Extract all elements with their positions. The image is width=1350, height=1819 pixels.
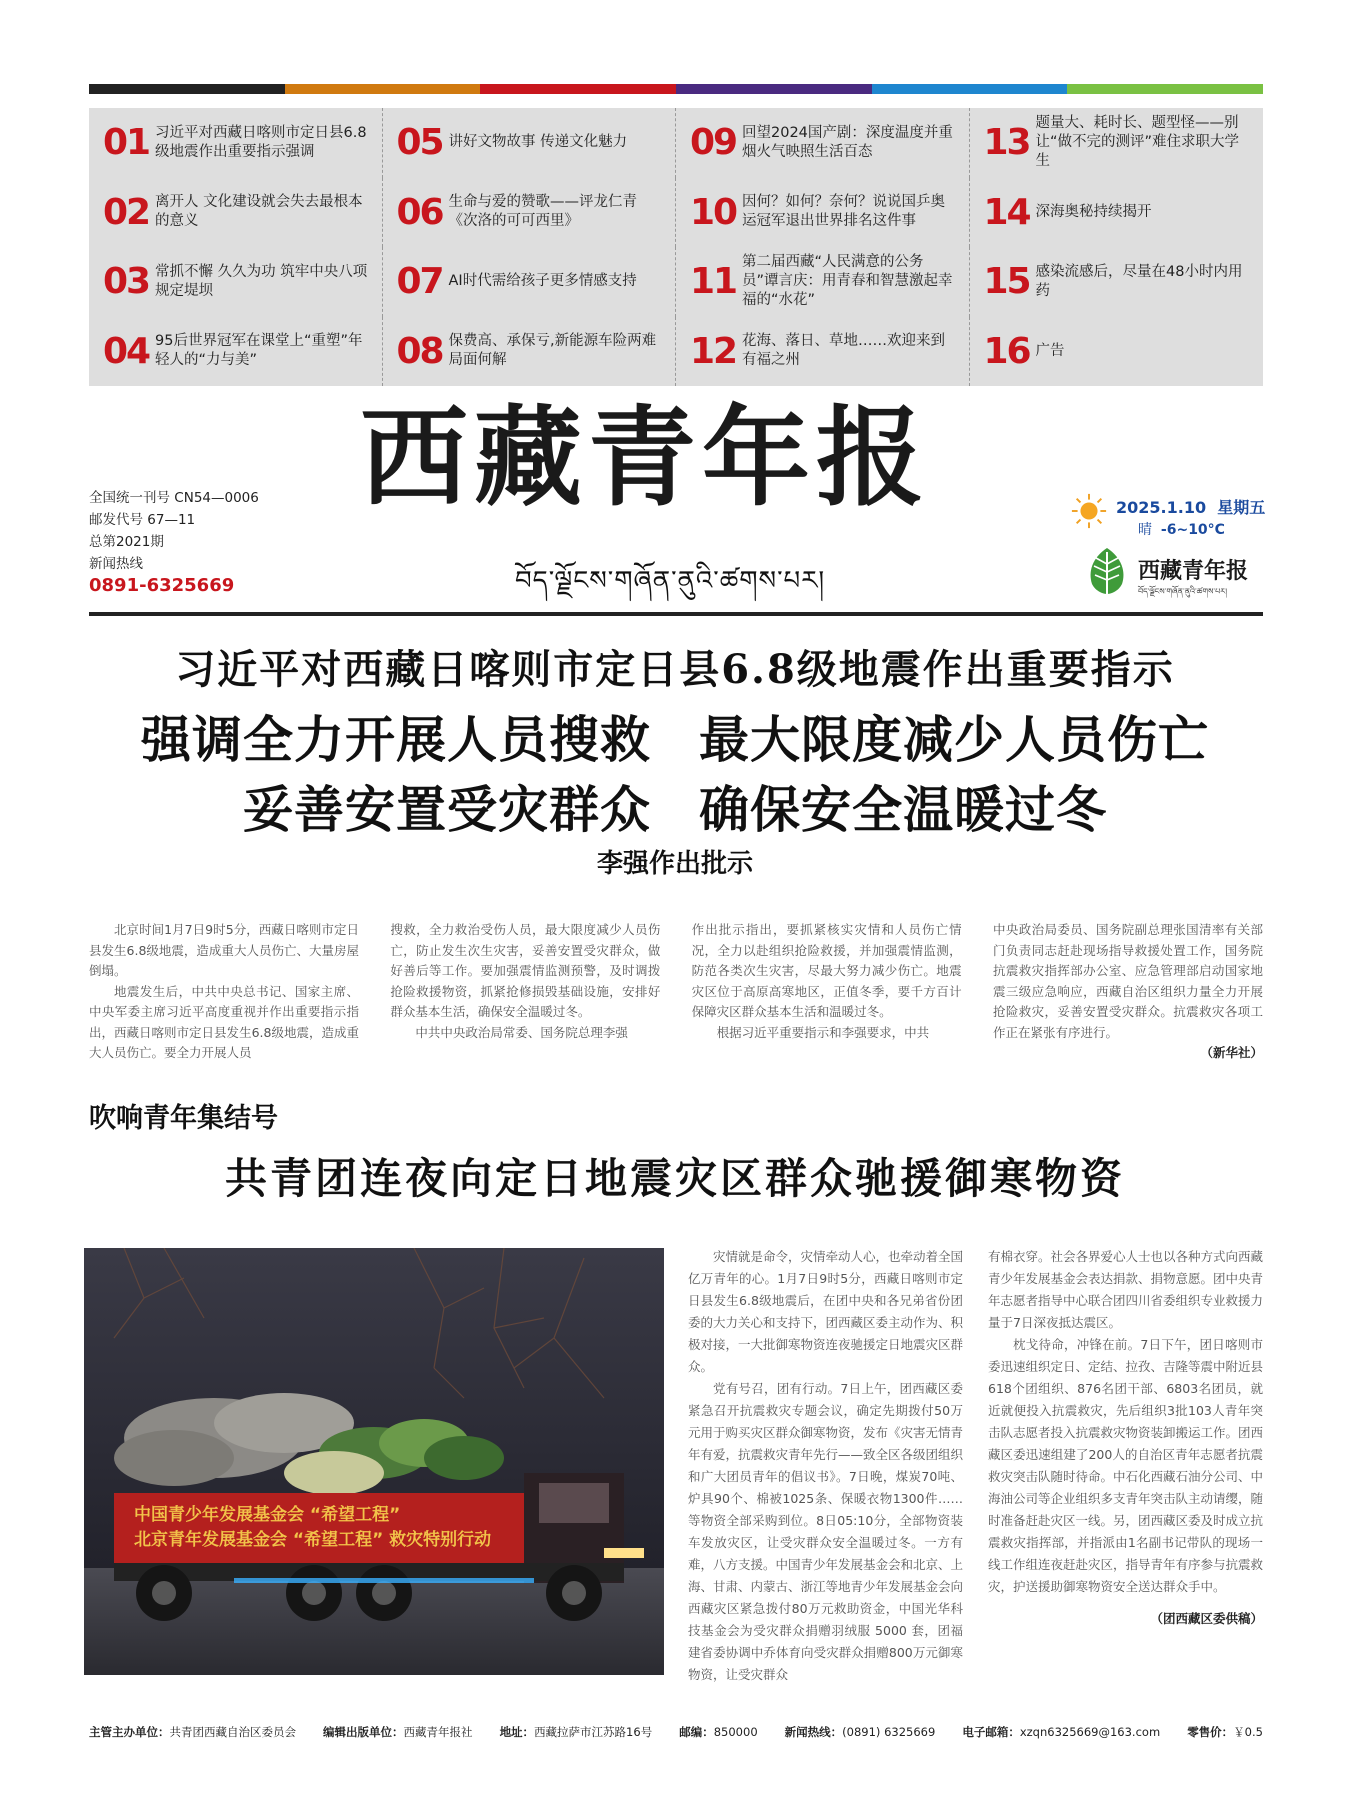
- toc-number: 16: [983, 330, 1030, 372]
- footer: [89, 1724, 1263, 1740]
- article-source: （新华社）: [1200, 1045, 1263, 1060]
- toc-item[interactable]: [383, 247, 677, 317]
- footer-zip: [679, 1724, 757, 1740]
- footer-sponsor: [89, 1724, 296, 1740]
- color-bar: [89, 84, 1263, 94]
- postal-code: 邮发代号 67—11: [89, 512, 196, 528]
- paragraph: 地震发生后，中共中央总书记、国家主席、中央军委主席习近平高度重视并作出重要指示指出，西藏日喀则市定日县发生6.8级地震，造成重大人员伤亡。要全力开展人员: [89, 983, 359, 1060]
- toc-item[interactable]: [970, 178, 1264, 248]
- toc-item[interactable]: [676, 317, 970, 387]
- footer-publisher: [323, 1724, 473, 1740]
- header-divider: [89, 612, 1263, 616]
- toc-title: 习近平对西藏日喀则市定日县6.8级地震作出重要指示强调: [155, 124, 367, 160]
- color-segment: [872, 84, 1068, 94]
- toc-title: 感染流感后，尽量在48小时内用药: [1035, 263, 1243, 299]
- article-column: [89, 920, 359, 1064]
- color-segment: [285, 84, 481, 94]
- toc-title: 花海、落日、草地……欢迎来到有福之州: [742, 333, 945, 369]
- paragraph: 党有号召，团有行动。7日上午，团西藏区委紧急召开抗震救灾专题会议，确定先期拨付50万元用于购买灾区群众御寒物资，发布《灾害无情青年有爱，抗震救灾青年先行——致全区各级团组织和广大团员青年的倡议书》。7日晚，煤炭70吨、炉具90个、棉被1025条、保暖衣物1300件……等物资全部采购到位。8日05:10分，全部物资装车发放灾区，让受灾群众安全温暖过冬。一方有难，八方支援。中国青少年发展基金会和北京、上海、甘肃、内蒙古、浙江等地青少年发展基金会向西藏灾区紧急拨付80万元救助资金，中国光华科技基金会为受灾群众捐赠羽绒服 5000 套，团福建省委协调中乔体育向受灾群众捐赠800万元御寒物资，让受灾群众: [688, 1381, 964, 1682]
- toc-item[interactable]: [676, 247, 970, 317]
- toc-item[interactable]: [970, 108, 1264, 178]
- truck-banner: [114, 1493, 544, 1563]
- color-segment: [480, 84, 676, 94]
- banner-text-2: 北京青年发展基金会 “希望工程” 救灾特别行动: [134, 1530, 492, 1550]
- toc-number: 09: [690, 122, 737, 164]
- footer-value: 共青团西藏自治区委员会: [169, 1725, 296, 1739]
- lead-line-1b: 最大限度减少人员伤亡: [699, 711, 1209, 769]
- lead-line-2a: 妥善安置受灾群众: [243, 781, 651, 839]
- story2-kicker: 吹响青年集结号: [89, 1103, 278, 1134]
- masthead-title: 西藏青年报: [360, 395, 931, 521]
- toc-title: 因何？如何？奈何？说说国乒奥运冠军退出世界排名这件事: [742, 194, 945, 230]
- date-line: [1116, 495, 1265, 518]
- toc-number: 07: [396, 261, 443, 303]
- lead-subheadline: 李强作出批示: [596, 849, 753, 879]
- toc-title: 第二届西藏“人民满意的公务员”谭言庆：用青春和智慧激起幸福的“水花”: [742, 254, 953, 309]
- toc-title: 95后世界冠军在课堂上“重塑”年轻人的“力与美”: [155, 333, 363, 369]
- toc-title: 讲好文物故事 传递文化魅力: [448, 134, 628, 151]
- toc-title: 保费高、承保亏,新能源车险两难局面何解: [448, 333, 657, 369]
- footer-value: 西藏青年报社: [403, 1725, 473, 1739]
- toc-number: 06: [396, 191, 443, 233]
- color-segment: [676, 84, 872, 94]
- story2-body: [688, 1246, 1263, 1686]
- toc-item[interactable]: [89, 247, 383, 317]
- article-column: [988, 1246, 1263, 1686]
- weather-condition: 晴: [1138, 522, 1152, 538]
- toc-title: 常抓不懈 久久为功 筑牢中央八项规定堤坝: [155, 263, 368, 299]
- relief-truck-photo: [84, 1248, 664, 1675]
- toc-item[interactable]: [89, 178, 383, 248]
- lead-big-line-2: [0, 770, 1350, 842]
- toc-number: 13: [983, 122, 1030, 164]
- paragraph: 中共中央政治局常委、国务院总理李强: [415, 1024, 628, 1040]
- lead-line-2b: 确保安全温暖过冬: [699, 781, 1107, 839]
- lead-headline: 习近平对西藏日喀则市定日县6.8级地震作出重要指示: [175, 646, 1175, 693]
- toc-title: 生命与爱的赞歌——评龙仁青《次洛的可可西里》: [448, 194, 637, 230]
- hotline-label: 新闻热线: [89, 556, 143, 572]
- paragraph: 有棉衣穿。社会各界爱心人士也以各种方式向西藏青少年发展基金会表达捐款、捐物意愿。团中央青年志愿者指导中心联合团四川省委组织专业救援力量于7日深夜抵达震区。: [988, 1249, 1264, 1330]
- banner-text-1: 中国青少年发展基金会 “希望工程”: [134, 1505, 401, 1525]
- footer-label: 编辑出版单位：: [323, 1725, 404, 1739]
- color-segment: [1067, 84, 1263, 94]
- masthead-tibetan: བོད་ལྗོངས་གཞོན་ནུའི་ཚགས་པར།: [515, 566, 826, 596]
- footer-value: xzqn6325669@163.com: [1019, 1725, 1161, 1739]
- article-source: （团西藏区委供稿）: [1150, 1611, 1263, 1626]
- truck-illustration: [84, 1248, 664, 1675]
- footer-value: ￥0.5: [1233, 1725, 1263, 1739]
- footer-email[interactable]: [962, 1724, 1160, 1740]
- footer-value: 850000: [713, 1725, 758, 1739]
- publication-info: [89, 487, 259, 597]
- toc-title: 深海奥秘持续揭开: [1035, 203, 1152, 220]
- toc-title: 回望2024国产剧：深度温度并重 烟火气映照生活百态: [742, 124, 953, 160]
- footer-price: [1187, 1724, 1263, 1740]
- lead-article-body: [89, 920, 1263, 1064]
- toc-item[interactable]: [89, 317, 383, 387]
- table-of-contents: [89, 108, 1263, 386]
- issue-date: 2025.1.10: [1116, 498, 1207, 517]
- toc-number: 05: [396, 122, 443, 164]
- weather-line: [1138, 519, 1225, 539]
- logo-name: 西藏青年报: [1138, 558, 1249, 584]
- toc-title: 题量大、耗时长、题型怪——别让“做不完的测评”难住求职大学生: [1035, 115, 1240, 170]
- footer-label: 地址：: [499, 1725, 535, 1739]
- toc-item[interactable]: [383, 317, 677, 387]
- paragraph: 中央政治局委员、国务院副总理张国清率有关部门负责同志赶赴现场指导救援处置工作，国务院抗震救灾指挥部办公室、应急管理部启动国家地震三级应急响应，西藏自治区组织力量全力开展抢险救灾，妥善安置受灾群众。抗震救灾各项工作正在紧张有序进行。: [992, 922, 1263, 1040]
- toc-title: 离开人 文化建设就会失去最根本的意义: [155, 194, 363, 230]
- issn-number: 全国统一刊号 CN54—0006: [89, 490, 259, 506]
- toc-number: 15: [983, 261, 1030, 303]
- paragraph: 作出批示指出，要抓紧核实灾情和人员伤亡情况，全力以赴组织抢险救援，并加强震情监测，防范各类次生灾害，尽最大努力减少伤亡。地震灾区位于高原高寒地区，正值冬季，要千方百计保障灾区群众基本生活和温暖过冬。: [691, 922, 962, 1019]
- toc-title: 广告: [1035, 342, 1065, 359]
- footer-value: 西藏拉萨市江苏路16号: [534, 1725, 653, 1739]
- toc-number: 02: [103, 191, 150, 233]
- hotline-number: 0891-6325669: [89, 575, 235, 596]
- toc-number: 11: [690, 261, 737, 303]
- toc-item[interactable]: [676, 108, 970, 178]
- article-column: [993, 920, 1263, 1064]
- issue-weekday: 星期五: [1217, 498, 1266, 517]
- lead-big-line-1: [0, 700, 1350, 772]
- toc-item[interactable]: [383, 108, 677, 178]
- footer-label: 邮编：: [679, 1725, 714, 1739]
- toc-item[interactable]: [383, 178, 677, 248]
- toc-number: 12: [690, 330, 737, 372]
- article-column: [688, 1246, 963, 1686]
- paragraph: 搜救，全力救治受伤人员，最大限度减少人员伤亡，防止发生次生灾害，妥善安置受灾群众，做好善后等工作。要加强震情监测预警，及时调拨抢险救援物资，抓紧抢修损毁基础设施，安排好群众基本生活，确保安全温暖过冬。: [390, 922, 661, 1019]
- paragraph: 灾情就是命令，灾情牵动人心，也牵动着全国亿万青年的心。1月7日9时5分，西藏日喀则市定日县发生6.8级地震后，在团中央和各兄弟省份团委的大力关心和支持下，团西藏区委主动作为、积极对接，一大批御寒物资连夜驰援定日地震灾区群众。: [688, 1249, 964, 1374]
- toc-item[interactable]: [89, 108, 383, 178]
- toc-number: 03: [103, 261, 150, 303]
- leaf-logo-icon: [1086, 546, 1128, 596]
- article-column: [390, 920, 660, 1064]
- toc-number: 10: [690, 191, 737, 233]
- toc-item[interactable]: [676, 178, 970, 248]
- paragraph: 枕戈待命，冲锋在前。7日下午，团日喀则市委迅速组织定日、定结、拉孜、吉隆等震中附近县618个团组织、876名团干部、6803名团员，就近就便投入抗震救灾，先后组织3批103人青年突击队志愿者投入抗震救灾物资装卸搬运工作。团西藏区委迅速组建了200人的自治区青年志愿者抗震救灾突击队随时待命。中石化西藏石油分公司、中海油公司等企业组织多支青年突击队主动请缨，随时准备赶赴灾区一线。另，团西藏区委及时成立抗震救灾指挥部，并指派由1名副书记带队的现场一线工作组连夜赶赴灾区，指导青年有序参与抗震救灾，护送援助御寒物资安全送达群众手中。: [988, 1337, 1264, 1594]
- toc-item[interactable]: [970, 247, 1264, 317]
- toc-title: AI时代需给孩子更多情感支持: [448, 273, 637, 290]
- footer-label: 新闻热线：: [784, 1725, 843, 1739]
- footer-label: 电子邮箱：: [962, 1725, 1020, 1739]
- footer-hotline: [785, 1724, 936, 1740]
- footer-address: [500, 1724, 653, 1740]
- paragraph: 北京时间1月7日9时5分，西藏日喀则市定日县发生6.8级地震，造成重大人员伤亡、大量房屋倒塌。: [89, 922, 359, 978]
- sun-icon: [1070, 492, 1108, 530]
- color-segment: [89, 84, 285, 94]
- toc-number: 08: [396, 330, 443, 372]
- footer-label: 零售价：: [1187, 1725, 1234, 1739]
- toc-number: 04: [103, 330, 150, 372]
- story2-headline: 共青团连夜向定日地震灾区群众驰援御寒物资: [224, 1154, 1125, 1203]
- paragraph: 根据习近平重要指示和李强要求，中共: [716, 1024, 930, 1040]
- logo-subtitle: བོད་ལྗོངས་གཞོན་ནུའི་ཚགས་པར།: [1138, 587, 1227, 596]
- footer-value: (0891) 6325669: [842, 1725, 936, 1739]
- footer-label: 主管主办单位：: [89, 1725, 170, 1739]
- toc-number: 14: [983, 191, 1030, 233]
- article-column: [692, 920, 962, 1064]
- temperature: -6~10°C: [1160, 522, 1225, 538]
- lead-line-1a: 强调全力开展人员搜救: [141, 711, 651, 769]
- issue-number: 总第2021期: [89, 534, 164, 550]
- toc-number: 01: [103, 122, 150, 164]
- toc-item[interactable]: [970, 317, 1264, 387]
